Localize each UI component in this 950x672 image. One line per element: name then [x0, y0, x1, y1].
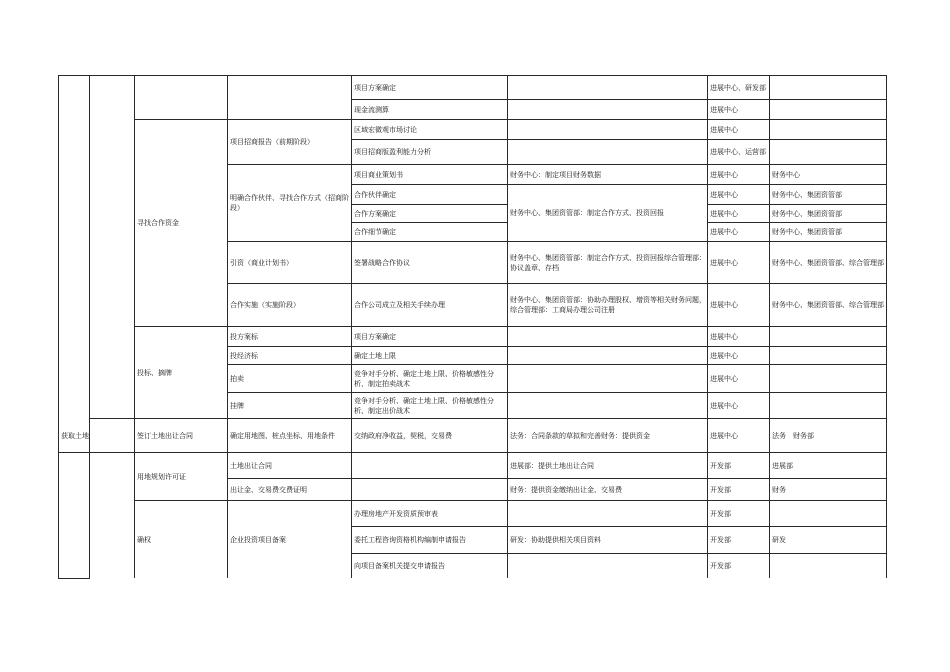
task-cell: 向项目备案机关提交申请报告 [354, 562, 445, 570]
stage-cell: 签订土地出让合同 [137, 431, 193, 440]
subgroup-label: 项目招商报告（前期阶段） [230, 138, 314, 146]
step-cell: 投方案标 [230, 332, 258, 341]
group-label: 寻找合作资金 [137, 219, 179, 227]
support-dept-cell: 研发 [772, 536, 786, 544]
task-cell: 交纳政府净收益，契税，交易费 [354, 431, 452, 440]
task-cell: 项目方案确定 [354, 83, 396, 92]
task-cell: 项目招商版盈利能力分析 [354, 148, 431, 156]
lead-dept-cell: 进展中心 [710, 258, 738, 267]
responsibility-cell: 财务：提供资金缴纳出让金、交易费 [510, 485, 622, 494]
lead-dept-cell: 进展中心 [710, 401, 738, 410]
lead-dept-cell: 进展中心 [710, 228, 738, 236]
subgroup-label: 合作实施（实施阶段） [230, 301, 300, 309]
task-cell: 委托工程咨询资格机构编制申请报告 [354, 536, 466, 544]
task-cell: 竞争对手分析、确定土地上限、价格敏感性分 析、制定出价战术 [354, 396, 494, 415]
group-label: 投标、摘牌 [137, 368, 172, 377]
responsibility-cell: 财务中心、集团资管部：制定合作方式、投资回报综合管理部： 协议盖章、存档 [510, 253, 706, 272]
responsibility-cell: 法务：合同条款的草拟和完善财务：提供资金 [510, 431, 650, 440]
task-cell: 确定土地上限 [354, 351, 396, 360]
step-cell: 土地出让合同 [230, 461, 272, 470]
task-cell: 签署战略合作协议 [354, 258, 410, 267]
lead-dept-cell: 进展中心 [710, 105, 738, 114]
step-cell: 确定用地图、桩点坐标、用地条件 [230, 431, 335, 440]
lead-dept-cell: 进展中心 [710, 332, 738, 341]
lead-dept-cell: 进展中心、研发部 [710, 83, 766, 92]
responsibility-cell: 财务中心：制定项目财务数据 [510, 170, 601, 179]
task-cell: 合作伙伴确定 [354, 190, 396, 199]
row-group-label: 获取土地 [61, 431, 89, 440]
subgroup-label: 企业投资项目备案 [230, 535, 286, 544]
lead-dept-cell: 开发部 [710, 461, 731, 470]
lead-dept-cell: 进展中心 [710, 209, 738, 218]
lead-dept-cell: 进展中心 [710, 431, 738, 440]
step-cell: 拍卖 [230, 374, 244, 383]
lead-dept-cell: 进展中心、运营部 [710, 148, 766, 156]
lead-dept-cell: 进展中心 [710, 125, 738, 134]
step-cell: 投经济标 [230, 351, 258, 360]
responsibility-cell: 财务中心、集团资管部：制定合作方式、投资回报 [510, 209, 664, 217]
support-dept-cell: 财务中心、集团资管部 [772, 190, 842, 199]
subgroup-label: 明确合作伙伴、寻找合作方式（招商阶 段） [230, 194, 349, 212]
step-cell: 挂牌 [230, 401, 244, 410]
task-cell: 项目方案确定 [354, 332, 396, 341]
support-dept-cell: 进展部 [772, 461, 793, 470]
task-cell: 现金流测算 [354, 105, 389, 114]
support-dept-cell: 财务中心 [772, 170, 800, 179]
lead-dept-cell: 进展中心 [710, 170, 738, 179]
lead-dept-cell: 进展中心 [710, 301, 738, 309]
responsibility-cell: 进展部：提供土地出让合同 [510, 461, 594, 470]
lead-dept-cell: 进展中心 [710, 351, 738, 360]
lead-dept-cell: 开发部 [710, 562, 731, 570]
lead-dept-cell: 进展中心 [710, 374, 738, 383]
support-dept-cell: 财务中心、集团资管部 [772, 228, 842, 236]
subgroup-label: 引资（商业计划书） [230, 258, 293, 267]
responsibility-cell: 财务中心、集团资管部：协助办理股权、增资等相关财务问题， 综合管理部：工商局办理公司注册 [510, 296, 706, 314]
lead-dept-cell: 进展中心 [710, 190, 738, 199]
lead-dept-cell: 开发部 [710, 509, 731, 518]
task-cell: 合作公司成立及相关手续办理 [354, 301, 445, 309]
task-cell: 合作方案确定 [354, 209, 396, 218]
support-dept-cell: 财务中心、集团资管部、综合管理部 [772, 258, 884, 267]
task-cell: 区域宏微观市场讨论 [354, 125, 417, 134]
task-cell: 合作细节确定 [354, 228, 396, 236]
group-label: 用地规划许可证 [137, 472, 186, 481]
task-cell: 竞争对手分析、确定土地上限、价格敏感性分 析、制定拍卖战术 [354, 369, 494, 388]
step-cell: 出让金、交易费交费证明 [230, 485, 307, 494]
support-dept-cell: 财务中心、集团资管部 [772, 209, 842, 218]
support-dept-cell: 财务 [772, 485, 786, 494]
task-cell: 项目商业策划书 [354, 170, 403, 179]
support-dept-cell: 财务中心、集团资管部、综合管理部 [772, 301, 884, 309]
lead-dept-cell: 开发部 [710, 536, 731, 544]
responsibility-cell: 研发：协助提供相关项目资料 [510, 536, 601, 544]
support-dept-cell: 法务 财务部 [772, 431, 814, 440]
lead-dept-cell: 开发部 [710, 485, 731, 494]
task-cell: 办理房地产开发资质预审表 [354, 509, 438, 518]
group-label: 确权 [137, 535, 151, 544]
